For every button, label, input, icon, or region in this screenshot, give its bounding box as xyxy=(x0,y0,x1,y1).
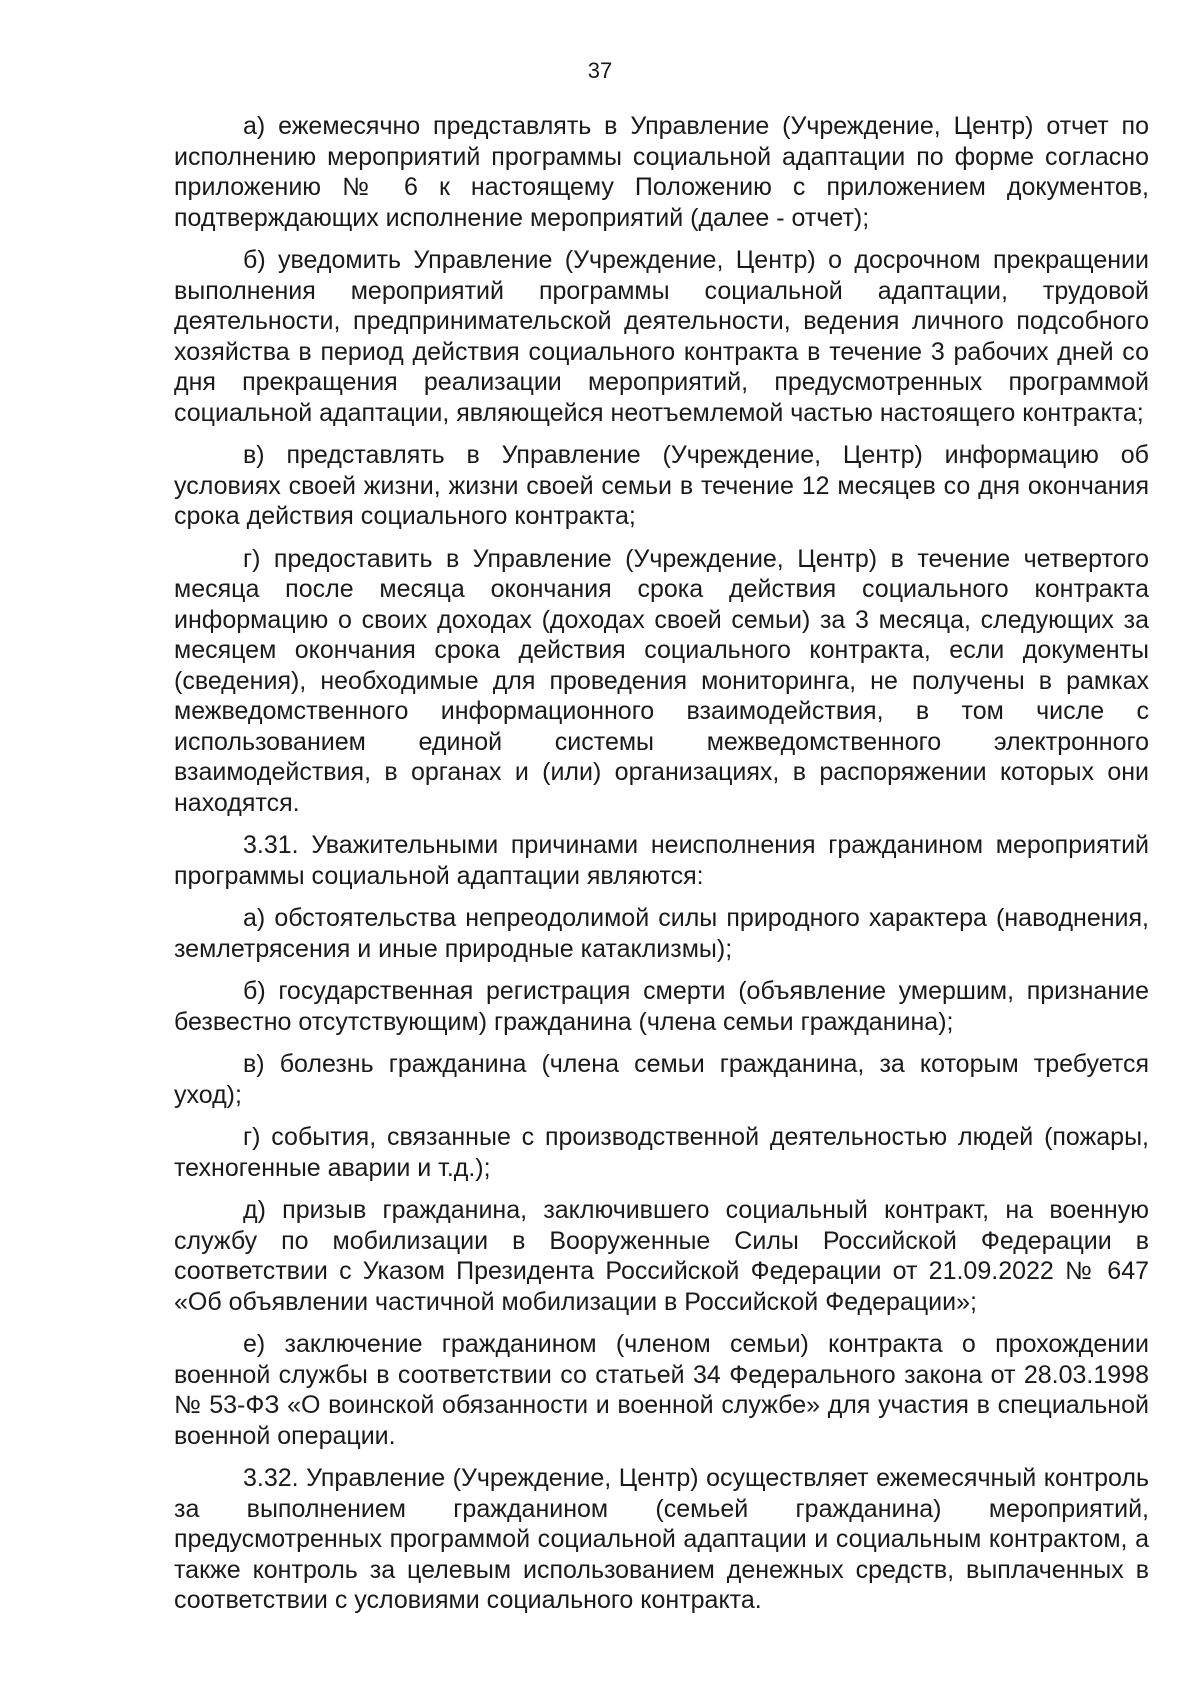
paragraph-3-32: 3.32. Управление (Учреждение, Центр) осуществляет ежемесячный контроль за выполнением гражданином (семьей гражданина) мероприятий, предусмотренных программой социальной адаптации и социальным контрактом, а также контроль за целевым использованием денежных средств, выплаченных в соответствии с условиями социального контракта. xyxy=(174,1464,1149,1614)
paragraph-3-31-b: б) государственная регистрация смерти (объявление умершим, признание безвестно отсутствующим) гражданина (члена семьи гражданина); xyxy=(174,977,1149,1036)
paragraph-3-30-a: а) ежемесячно представлять в Управление (Учреждение, Центр) отчет по исполнению мероприятий программы социальной адаптации по форме согласно приложению № 6 к настоящему Положению с приложением документов, подтверждающих исполнение мероприятий (далее - отчет); xyxy=(174,112,1149,232)
paragraph-3-31-e: е) заключение гражданином (членом семьи) контракта о прохождении военной службы в соответствии со статьей 34 Федерального закона от 28.03.1998 № 53-ФЗ «О воинской обязанности и военной службе» для участия в специальной военной операции. xyxy=(174,1330,1149,1450)
paragraph-3-31-v: в) болезнь гражданина (члена семьи гражданина, за которым требуется уход); xyxy=(174,1050,1149,1109)
paragraph-3-31-d: д) призыв гражданина, заключившего социальный контракт, на военную службу по мобилизации в Вооруженные Силы Российской Федерации в соответствии с Указом Президента Российской Федерации от 21.09.2022 № 647 «Об объявлении частичной мобилизации в Российской Федерации»; xyxy=(174,1196,1149,1316)
paragraph-3-31-a: а) обстоятельства непреодолимой силы природного характера (наводнения, землетрясения и иные природные катаклизмы); xyxy=(174,904,1149,963)
document-body xyxy=(174,111,1149,1628)
paragraph-3-30-v: в) представлять в Управление (Учреждение, Центр) информацию об условиях своей жизни, жизни своей семьи в течение 12 месяцев со дня окончания срока действия социального контракта; xyxy=(174,441,1149,530)
page-number: 37 xyxy=(587,58,613,83)
paragraph-3-31-g: г) события, связанные с производственной деятельностью людей (пожары, техногенные аварии и т.д.); xyxy=(174,1123,1149,1182)
paragraph-3-31: 3.31. Уважительными причинами неисполнения гражданином мероприятий программы социальной адаптации являются: xyxy=(174,831,1149,890)
paragraph-3-30-b: б) уведомить Управление (Учреждение, Центр) о досрочном прекращении выполнения мероприятий программы социальной адаптации, трудовой деятельности, предпринимательской деятельности, ведения личного подсобного хозяйства в период действия социального контракта в течение 3 рабочих дней со дня прекращения реализации мероприятий, предусмотренных программой социальной адаптации, являющейся неотъемлемой частью настоящего контракта; xyxy=(174,246,1149,427)
paragraph-3-30-g: г) предоставить в Управление (Учреждение, Центр) в течение четвертого месяца после месяца окончания срока действия социального контракта информацию о своих доходах (доходах своей семьи) за 3 месяца, следующих за месяцем окончания срока действия социального контракта, если документы (сведения), необходимые для проведения мониторинга, не получены в рамках межведомственного информационного взаимодействия, в том числе с использованием единой системы межведомственного электронного взаимодействия, в органах и (или) организациях, в распоряжении которых они находятся. xyxy=(174,544,1149,817)
